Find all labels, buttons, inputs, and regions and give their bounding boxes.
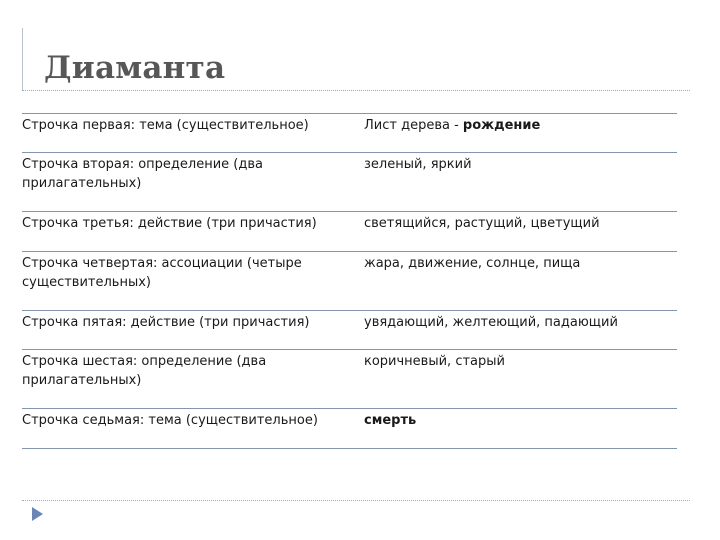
row-label: Строчка четвертая: ассоциации (четыре существительных) — [22, 256, 302, 290]
row-value-plain: светящийся, растущий, цветущий — [364, 216, 600, 231]
table-row — [22, 212, 677, 252]
table-row — [22, 409, 677, 449]
triangle-bullet-icon — [32, 507, 43, 521]
diamante-table — [22, 113, 677, 449]
row-value-bold: смерть — [364, 413, 417, 428]
table-row — [22, 114, 677, 153]
row-value-plain: Лист дерева - — [364, 118, 463, 133]
table-row — [22, 350, 677, 409]
title-divider — [22, 90, 690, 91]
row-value — [364, 254, 674, 273]
row-value — [364, 116, 674, 135]
row-label: Строчка первая: тема (существительное) — [22, 118, 309, 133]
slide-title: Диаманта — [44, 50, 226, 86]
row-value-plain: жара, движение, солнце, пища — [364, 256, 581, 271]
table-row — [22, 153, 677, 212]
row-value-bold: рождение — [462, 118, 541, 133]
row-value — [364, 352, 674, 371]
left-accent-rule — [22, 28, 23, 90]
table-row — [22, 311, 677, 350]
table-row — [22, 252, 677, 311]
row-value-plain: зеленый, яркий — [364, 157, 472, 172]
row-value — [364, 214, 674, 233]
row-label: Строчка вторая: определение (два прилагательных) — [22, 157, 263, 191]
row-value — [364, 411, 674, 430]
row-label: Строчка пятая: действие (три причастия) — [22, 315, 310, 330]
row-value — [364, 155, 674, 174]
row-label: Строчка третья: действие (три причастия) — [22, 216, 317, 231]
footer-divider — [22, 500, 690, 501]
row-label: Строчка седьмая: тема (существительное) — [22, 413, 318, 428]
row-label: Строчка шестая: определение (два прилагательных) — [22, 354, 267, 388]
row-value-plain: коричневый, старый — [364, 354, 505, 369]
row-value-plain: увядающий, желтеющий, падающий — [364, 315, 618, 330]
row-value — [364, 313, 674, 332]
